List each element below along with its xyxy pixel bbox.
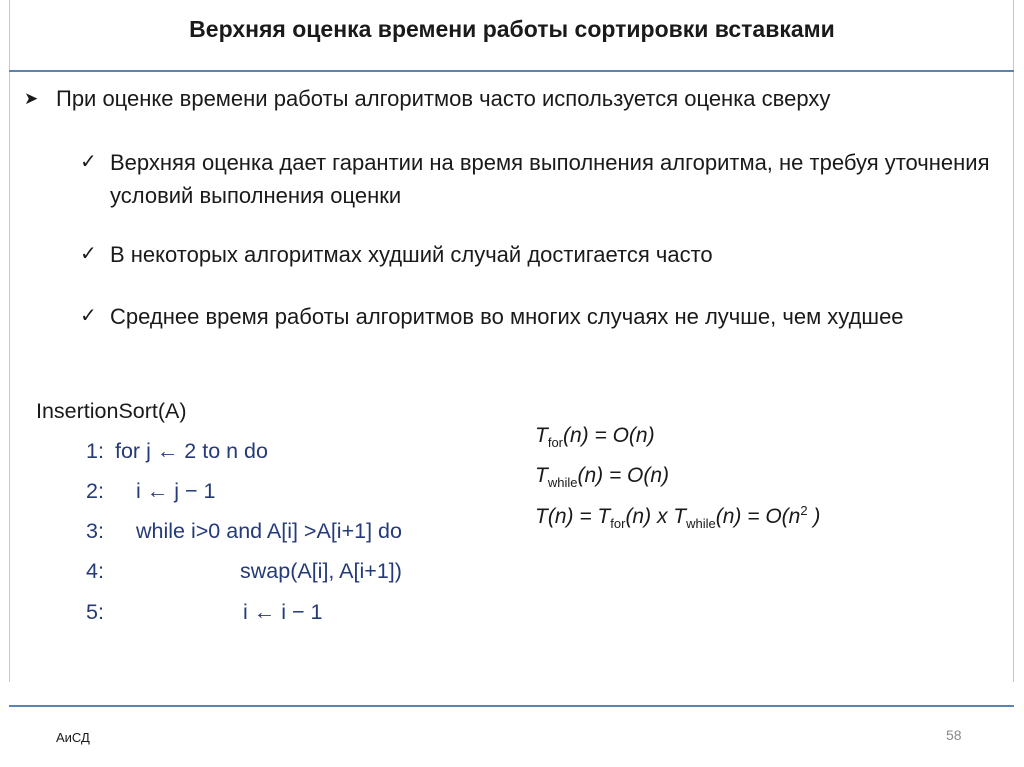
sub-bullet [80,146,1010,212]
slide-frame-right [1013,0,1014,682]
slide-title: Верхняя оценка времени работы сортировки вставками [189,16,835,42]
footer-course-name: АиСД [56,730,90,745]
checkmark-icon: ✓ [80,305,97,327]
pseudocode-line-number: 4: [86,559,104,583]
pseudocode-line: i ← i − 1 [243,600,323,624]
sub-bullet-text: Верхняя оценка дает гарантии на время выполнения алгоритма, не требуя уточнения условий выполнения оценки [110,150,990,208]
footer-divider [9,705,1014,707]
slide-frame-left [9,0,10,682]
formula-t-for: $T_{for}(n) = O(n)$ [535,424,655,451]
pseudocode-line-number: 5: [86,600,104,624]
sub-bullet-text: В некоторых алгоритмах худший случай достигается часто [110,242,713,267]
checkmark-icon: ✓ [80,151,97,173]
sub-bullet-text: Среднее время работы алгоритмов во многих случаях не лучше, чем худшее [110,304,904,329]
page-number: 58 [946,727,962,743]
formula-t-total: $T(n) = T_{for}(n)$ x $T_{while}(n) = O(n^2$ ) [535,503,821,532]
checkmark-icon: ✓ [80,243,97,265]
sub-bullet [80,238,1010,271]
arrow-bullet-icon: ➤ [24,89,39,108]
formula-t-while: $T_{while}(n) = O(n)$ [535,464,670,491]
pseudocode-line: swap(A[i], A[i+1]) [240,559,402,583]
sub-bullet [80,300,960,333]
pseudocode-line: while i>0 and A[i] >A[i+1] do [136,519,402,543]
pseudocode-line-number: 3: [86,519,104,543]
pseudocode-line: for j ← 2 to n do [115,439,268,463]
pseudocode-line: i ← j − 1 [136,479,216,503]
pseudocode-line-number: 2: [86,479,104,503]
pseudocode-line-number: 1: [86,439,104,463]
main-bullet-text: При оценке времени работы алгоритмов часто используется оценка сверху [56,86,831,111]
title-divider [9,70,1014,72]
pseudocode-header: InsertionSort(A) [36,399,187,423]
